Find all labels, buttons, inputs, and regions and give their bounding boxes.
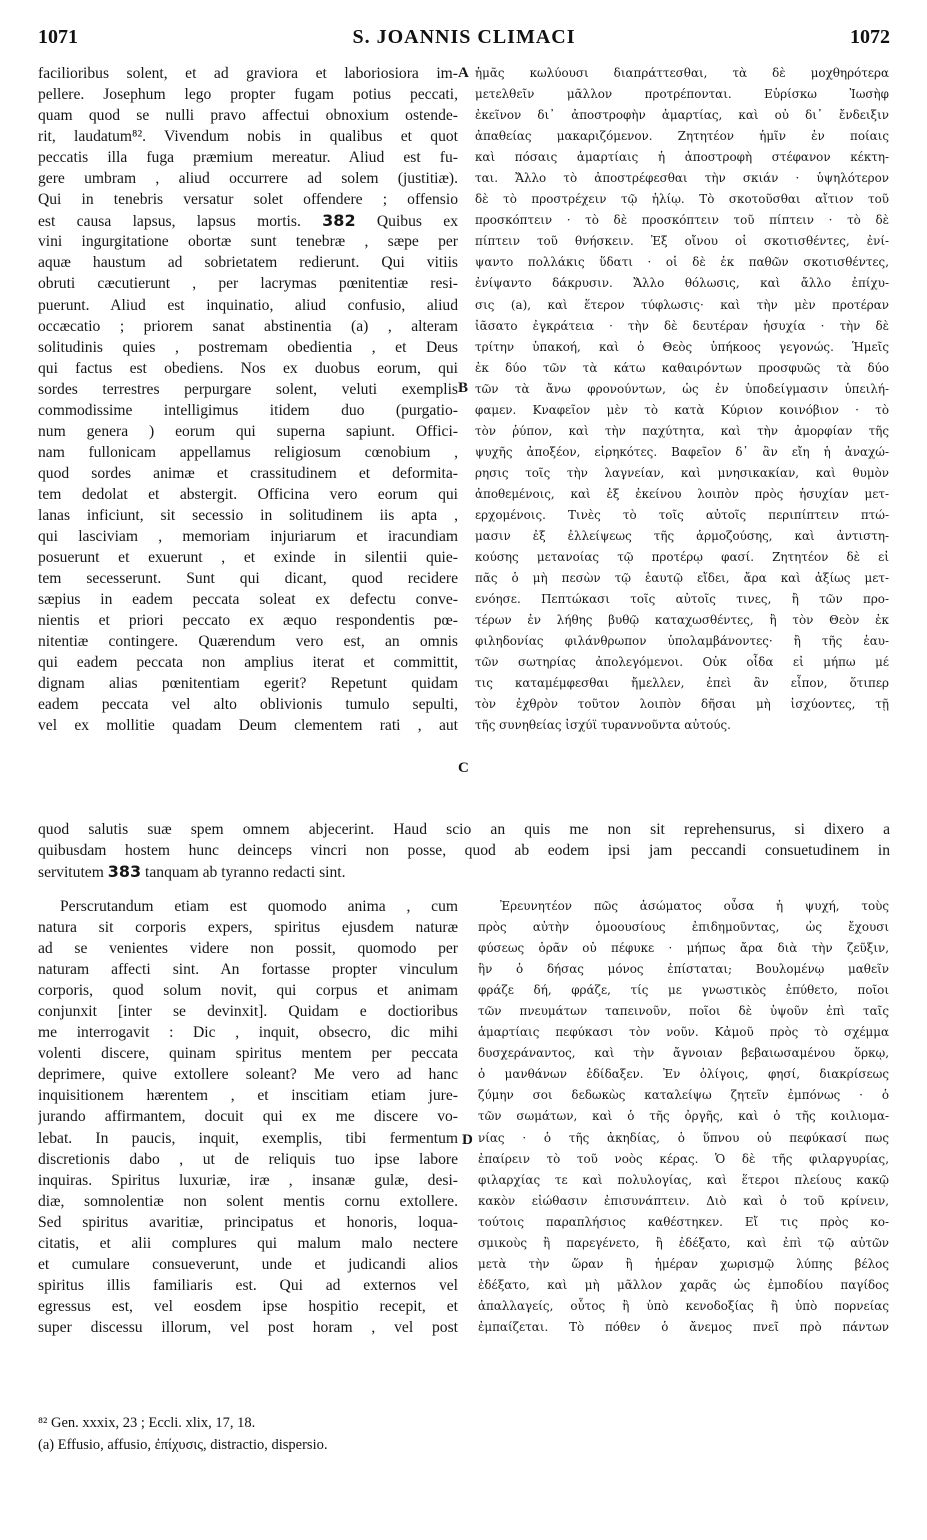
text-line: Ἐρευνητέον πῶς ἀσώματος οὖσα ἡ ψυχή, τοὺς [500,899,889,913]
text-line: φιλαρχίας τε καὶ πολυλογίας, καὶ ἕτεροι πλείους κακῷ [478,1172,889,1187]
text-line: obruti cæcutierunt , per lacrymas pœnitentiæ resi- [38,275,458,293]
text-line: ἣν ὁ δήσας μόνος ἐπίσταται; Βουλομένῳ μαθεῖν [478,962,889,977]
text-line: servitutem 383 tanquam ab tyranno redacti sint. [38,862,346,882]
text-line: qui factus est obediens. Nos ex duobus eorum, qui [38,359,458,377]
upper-latin-column [38,63,458,737]
text-line: vel ex mollitie quadam Deum clementem rati , aut [38,717,458,735]
text-line: lanas inficiunt, sit secessio in solitudinem iis apta , [38,506,458,524]
text-line: ερχομένοις. Τινὲς τὸ τοῖς αὐτοῖς περιπίπτειν πτώ- [475,507,889,522]
margin-marker-a: A [458,65,469,81]
text-line: ἰᾶσατο ἐγκράτεια · τὴν δὲ δευτέραν ἡσυχία · τὴν δὲ [475,318,889,333]
text-line: inquisitionem hærentem , et inscitiam etiam jure- [38,1087,458,1105]
text-line: ζύμην σοι δεδωκὼς καταλείψω ζητεῖν ἐμπόνως · ὁ [478,1088,889,1103]
text-line: et cumulare consueverunt, unde et judicandi alios [38,1255,458,1273]
text-line: ἐπαίρειν τὸ τοῦ νοὸς κέρας. Ὁ δὲ τῆς φιλαργυρίας, [478,1151,889,1166]
text-line: τὸν ἐχθρὸν τοῦτον λοιπὸν δῆσαι μὴ ἰσχύοντες, τῇ [475,697,889,712]
text-line: τῶν τὰ ἄνω φρονούντων, ὡς ἐν ὑποδείγμασιν ὑπειλή- [475,381,889,396]
text-line: Qui in tenebris versatur solet offendere ; offensio [38,191,458,209]
text-line: πίπτειν τοῦ θνήσκειν. Ἐξ οἴνου οἱ σκοτισθέντες, ἐνί- [475,234,889,249]
text-line: diæ, somnolentiæ non solent mentis cornu extollere. [38,1192,458,1210]
text-line: conjunxit [inter se devinxit]. Quidam e doctioribus [38,1003,458,1021]
text-line: τρίτην ὑπακοή, καὶ ὁ Θεὸς ὑπήκοος γεγονώς. Ἡμεῖς [475,339,889,354]
text-line: solitudinis quies , postremam obedientia , et Deus [38,338,458,356]
text-line: nitentiæ contingere. Quærendum vero est, an omnis [38,633,458,651]
text-line: ψαντο πολλάκις ὕδατι · οἱ δὲ ἐκ παθῶν σκοτισθέντες, [475,255,889,270]
text-line: est causa lapsus, lapsus mortis. 382 Quibus ex [38,211,458,231]
text-line: μασιν ἐξ ἐλλείψεως τῆς ἁρμοζούσης, καὶ ἀντιστη- [475,529,889,544]
text-line: τούτοις παραπλήσιος καθέστηκεν. Εἴ τις πρὸς κο- [478,1214,889,1229]
running-header [38,26,890,56]
text-line: κακὸν εἰώθασιν ἐπισυνάπτειν. Διὸ καὶ ὁ τοῦ κρίνειν, [478,1193,889,1208]
text-line: ψυχῆς ἀποξέον, εἰρηκότες. Βαφεῖον δ᾽ ἂν εἴη ἡ ἀναχώ- [475,444,889,459]
text-line: num genera ) eorum qui superna sapiunt. Offici- [38,422,458,440]
text-line: ἁμαρτίαις πεφύκασι τὸν νοῦν. Κἀμοῦ πρὸς τὸ σχέμμα [478,1025,889,1040]
margin-marker-b: B [458,380,469,396]
text-line: φύσεως ὁρᾶν οὐ πέφυκε · μήπως ἄρα διὰ τὴν ζεῦξιν, [478,941,889,956]
text-line: nam fullonicam appellamus religiosum cœnobium , [38,443,458,461]
text-line: peccatis illa fuga præmium mereatur. Aliud est fu- [38,149,458,167]
text-line: qui eadem peccata non amplius iterat et committit, [38,654,458,672]
text-line: posuerunt et exuerunt , et exinde in silentii quie- [38,549,458,567]
text-line: quam quod se nulli pravo affectui obnoxium ostende- [38,107,458,125]
text-line: ενόησε. Πεπτώκασι τοῖς αὐτοῖς τινες, ἢ τῶν προ- [475,592,889,607]
text-line: τῶν σωτηρίας ἀπολεγόμενοι. Οὐκ οἶδα εἰ μήπω μέ [475,655,889,670]
text-line: quod sordes animæ et crassitudinem et deformita- [38,464,458,482]
text-line: πρὸς αὐτὴν ὁμοουσίους ἐπιδημοῦντας, ὡς ἔχουσι [478,920,889,935]
text-line: ad se venientes videre non possit, quomodo per [38,940,458,958]
text-line: ἐνίψαντο δάκρυσιν. Ἄλλο θόλωσις, καὶ ἄλλο ἐπίχυ- [475,276,889,291]
text-line: σις (a), καὶ ἕτερον τύφλωσις· καὶ τὴν μὲν προτέραν [475,297,889,312]
text-line: τῶν πνευμάτων ταπεινοῦν, ποῖοι δὲ ὑψοῦν ἐπὶ ταῖς [478,1004,889,1019]
column-number: 383 [107,862,142,882]
full-width-text [38,819,890,882]
text-line: Perscrutandum etiam est quomodo anima , cum [60,898,458,915]
text-line: ἡμᾶς κωλύουσι διαπράττεσθαι, τὰ δὲ μοχθηρότερα [475,66,889,80]
text-line: προσκόπτειν · τὸ δὲ προσκόπτειν τοῦ πίπτειν · τὸ δὲ [475,213,889,228]
text-line: φαμεν. Κναφεῖον μὲν τὸ κατὰ Κύριον κοινόβιον · τὸ [475,402,889,417]
upper-greek-column [475,63,889,737]
text-line: ἀποθεμένοις, καὶ ἐξ ἐκείνου λοιπὸν πρὸς ἡσυχίαν μετ- [475,486,889,501]
text-line: ρησις τοῖς τὴν λαγνείαν, καὶ μνησικακίαν, καὶ θυμὸν [475,465,889,480]
text-line: facilioribus solent, et ad graviora et laboriosiora im- [38,65,458,82]
text-line: volenti discere, quinam spiritus mentem per peccata [38,1045,458,1063]
text-line: discretionis dabo , ut de reliquis tuo ipse labore [38,1150,458,1168]
text-line: φιληδονίας φιλάνθρωπον ὑπολαμβάνοντες· ἢ τῆς ἑαυ- [475,634,889,649]
text-line: ὁ μανθάνων ἐδίδαξεν. Ἐν ὀλίγοις, φησί, διακρίσεως [478,1067,889,1082]
text-line: τῆς συνηθείας ἰσχύϊ τυραννοῦντα αὐτούς. [475,718,731,733]
text-line: Sed spiritus avaritiæ, principatus et honoris, loqua- [38,1213,458,1231]
lower-greek-column [478,896,889,1338]
text-line: μετελθεῖν μᾶλλον προτρέπονται. Εὑρίσκω Ἰωσὴφ [475,87,889,102]
text-line: qui lasciviam , memoriam injuriarum et iracundiam [38,528,458,546]
text-line: natura sit corporis expers, spiritus ejusdem naturæ [38,919,458,937]
text-line: commodissime intelligimus itidem duo (purgatio- [38,401,458,419]
text-line: πᾶς ὁ μὴ πεσὼν τῷ ἑαυτῷ εἴδει, ἄρα καὶ ἀξίως μετ- [475,571,889,586]
text-line: dignam alias pœnitentiam egerit? Repetunt quidam [38,675,458,693]
text-line: ἐμπαίζεται. Τὸ πόθεν ὁ ἄνεμος πνεῖ πρὸ πάντων [478,1319,889,1334]
text-line: citatis, et alii complures qui malum malo nectere [38,1234,458,1252]
text-line: ἀπαλλαγείς, οὗτος ἢ ὑπὸ κενοδοξίας ἢ ὑπὸ πορνείας [478,1298,889,1313]
text-line: σμικοὺς ἢ παρεγένετο, ἢ ἐδέξατο, καὶ ἐπὶ τῷ αὐτῶν [478,1235,889,1250]
column-number: 382 [322,211,356,231]
text-line: κούσης μετανοίας τῷ προτέρῳ φασί. Ζητητέον δὲ εἰ [475,550,889,565]
margin-marker-c: C [458,760,469,776]
text-line: δυσχεράναντος, καὶ τὴν ἄγνοιαν βεβαιωσαμένου ὅρκῳ, [478,1046,889,1061]
text-line: sæpius in eadem peccata soleat ex defectu conve- [38,591,458,609]
text-line: tem secesserunt. Sunt qui dicant, quod recidere [38,570,458,588]
text-line: φράζε δή, φράζε, τίς με γνωστικὸς ἐπύθετο, ποῖοι [478,983,889,998]
text-line: rit, laudatum⁸². Vivendum nobis in qualibus et quot [38,128,458,146]
text-line: quod salutis suæ spem omnem abjecerint. Haud scio an quis me non sit reprehensurus, si dixero a [38,821,890,838]
text-line: egressus est, vel eosdem ipse hospitio recepit, et [38,1297,458,1315]
text-line: τις καταμέμφεσθαι ἤμελλεν, ἐπεὶ ἂν εἶπον, ὅτιπερ [475,676,889,691]
text-line: vini ingurgitatione obortæ sunt tenebræ , sæpe per [38,233,458,251]
text-line: ἐκεῖνον δι᾽ ἀποστροφὴν ἁμαρτίας, καὶ οὐ δι᾽ ἔνδειξιν [475,108,889,123]
lower-latin-column [38,896,458,1338]
text-line: τὸν ῥύπον, καὶ τὴν παχύτητα, καὶ τὴν ἀμορφίαν τῆς [475,423,889,438]
text-line: nientis et priori peccato ex æquo respondentis pœ- [38,612,458,630]
margin-marker-d: D [462,1132,473,1148]
text-line: corporis, quod solum novit, qui corpus et animam [38,982,458,1000]
text-line: deprimere, quive extollere soleant? Me vero ad hanc [38,1066,458,1084]
text-line: sordes terrestres perpurgare solent, veluti exemplis [38,380,458,398]
text-line: lebat. In paucis, inquit, exemplis, tibi fermentum [38,1129,458,1147]
text-line: pellere. Josephum lego propter fugam potius peccati, [38,86,458,104]
text-line: δὲ τὸ προστρέχειν τῷ ἡλίῳ. Τὸ σκοτοῦσθαι αἴτιον τοῦ [475,192,889,207]
text-line: tem dedolat et abstergit. Officina vero eorum qui [38,485,458,503]
page-number-right: 1072 [850,26,890,48]
text-line: νίας · ὁ τῆς ἀκηδίας, ὁ ὕπνου οὐ πεφύκασί πως [478,1130,889,1145]
text-line: καὶ πόσαις ἁμαρτίαις ἡ ἀποστροφὴ στέφανον κέκτη- [475,150,889,165]
text-line: inquiras. Spiritus luxuriæ, iræ , insanæ gulæ, desi- [38,1171,458,1189]
text-line: τέρων ἐν λήθης βυθῷ καταχωσθέντες, ἢ τὸν Θεὸν ἐκ [475,613,889,628]
page-number-left: 1071 [38,26,78,48]
text-line: naturam affecti sint. An fortasse propter vinculum [38,961,458,979]
text-line: ται. Ἄλλο τὸ ἀποστρέφεσθαι τὴν σκιάν · ὑψηλότερον [475,171,889,186]
text-line: puerunt. Aliud est inquinatio, aliud confusio, aliud [38,296,458,314]
text-line: super discessu illorum, vel post horam , vel post [38,1318,458,1336]
footnote-2: (a) Effusio, affusio, ἐπίχυσις, distractio, dispersio. [38,1437,328,1453]
text-line: jurando affirmantem, docuit qui ex me discere vo- [38,1108,458,1126]
text-line: aquæ haustum ad sobrietatem redierunt. Qui vitiis [38,254,458,272]
text-line: μετὰ τὴν ὥραν ἢ ἡμέραν χωρισμῷ λύπης βέλος [478,1256,889,1271]
text-line: eadem peccata vel alto oblivionis tumulo sepulti, [38,696,458,714]
text-line: gere umbram , aliud occurrere ad solem (justitiæ). [38,170,458,188]
text-line: ἐδέξατο, καὶ μὴ μᾶλλον χαρᾶς ὡς ἐμποδίου παγίδος [478,1277,889,1292]
running-title: S. JOANNIS CLIMACI [352,26,576,48]
text-line: ἀπαθείας μακαριζόμενον. Ζητητέον ἡμῖν ἐν ποίαις [475,129,889,144]
text-line: spiritus illis familiaris est. Qui ad externos vel [38,1276,458,1294]
text-line: τῶν σωμάτων, καὶ ὁ τῆς ὀργῆς, καὶ ὁ τῆς κοιλιομα- [478,1109,889,1124]
text-line: occæcatio ; priorem sanat abstinentia (a) , alteram [38,317,458,335]
text-line: me interrogavit : Dic , inquit, obsecro, dic mihi [38,1024,458,1042]
text-line: quibusdam hostem hunc deinceps vincri non posse, quod ab eodem ipsi jam peccandi consuetudinem in [38,842,890,860]
footnote-1: ⁸² Gen. xxxix, 23 ; Eccli. xlix, 17, 18. [38,1415,256,1431]
text-line: ἐκ δύο τῶν τὰ κάτω καθαιρόντων προσφυῶς τὰ δύο [475,360,889,375]
